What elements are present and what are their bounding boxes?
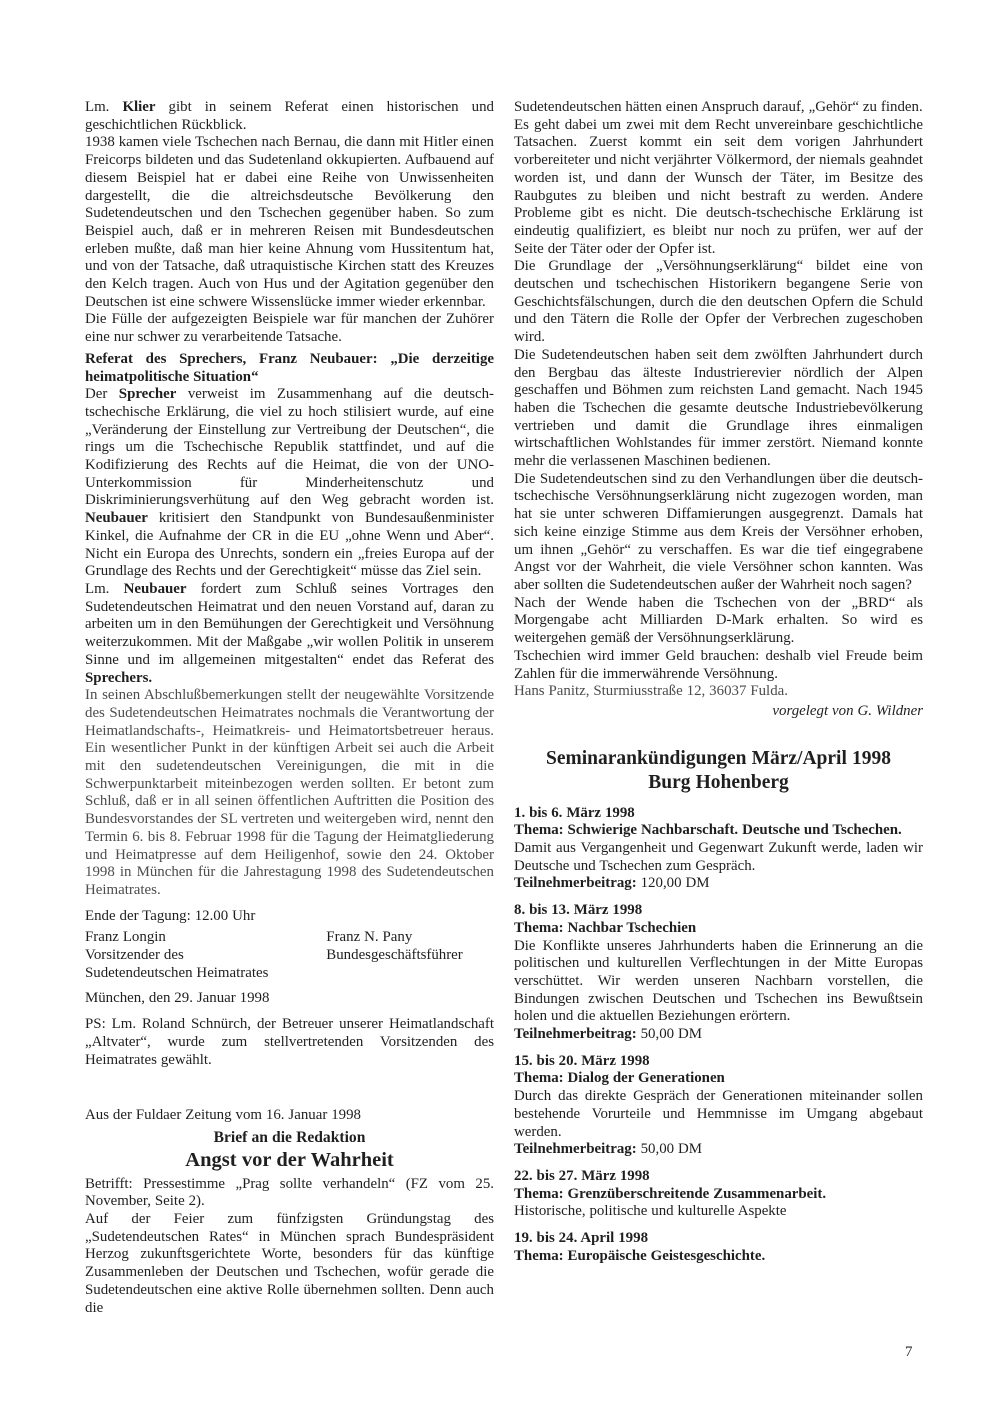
text-run: 50,00 DM xyxy=(636,1026,703,1043)
text-run: Lm. xyxy=(85,580,124,597)
text-run: Die Grundlage der „Versöhnungserklärung“ bildet eine von deutschen und tschechischen Historikern begangene Serie von Geschichtsfälschungen, durch die den deutschen Opfern die Schuld und den Tätern die Rolle der Opfer der Verbrechen zugeschoben wird. xyxy=(514,258,923,346)
text-run: Thema: Europäische Geistesgeschichte. xyxy=(514,1247,766,1264)
signature-block xyxy=(85,929,494,982)
right-column xyxy=(514,99,923,1265)
paragraph xyxy=(85,1107,494,1125)
text-run: 8. bis 13. März 1998 xyxy=(514,902,643,919)
text-run: Die Sudetendeutschen sind zu den Verhandlungen über die deutsch-tschechische Versöhnungserklärung nicht zugezogen worden, man hat sie unter schweren Diffamierungen ausgegrenzt. Damals hat sich keine einzige Stimme aus dem Kreis der Versöhner erhoben, um ihnen „Gehör“ zu verschaffen. Es war die tief eingegrabene Angst vor der Wahrheit, die viele Versöhner schon kannten. Was aber sollten die Sudetendeutschen außer der Wahrheit noch sagen? xyxy=(514,470,923,593)
paragraph xyxy=(514,595,923,648)
paragraph xyxy=(85,1016,494,1069)
text-run: 22. bis 27. März 1998 xyxy=(514,1167,650,1184)
text-run: Die Sudetendeutschen haben seit dem zwölften Jahrhundert durch den Bergbau das älteste Industrierevier nördlich der Alpen geschaffen und Böhmen zum reichsten Land gemacht. Nach 1945 haben die Tschechen die gesamte deutsche Industriebevölkerung vertrieben und damit die Grundlage ihres einmaligen wirtschaftlichen Wohlstandes für immer zerstört. Niemand konnte mehr die verlassenen Maschinen bedienen. xyxy=(514,346,923,470)
paragraph xyxy=(514,683,923,701)
text-run: Ende der Tagung: 12.00 Uhr xyxy=(85,907,256,924)
paragraph xyxy=(85,581,494,687)
section-heading xyxy=(514,805,923,823)
text-run: Thema: Nachbar Tschechien xyxy=(514,919,697,936)
text-run: Der xyxy=(85,386,119,403)
text-run: In seinen Abschlußbemerkungen stellt der neugewählte Vorsitzende des Sudetendeutschen Heimatrates nochmals die Verantwortung der Heimatlandschafts-, Heimatkreis- und Heimatortsbetreuer heraus. Ein wesentlicher Punkt in der künftigen Arbeit sei auch die Arbeit mit den sudetendeutschen Vereinigungen, die mit in die Schwerpunktarbeit miteinbezogen werden sollten. Er betont zum Schluß, daß er in all seinen öffentlichen Auftritten die Position des Bundesvorstandes der SL vertreten und weitergeben wird, nennt den Termin 6. bis 8. Februar 1998 für die Tagung der Heimatgliederung und Heimatpresse auf dem Heiligenhof, sowie den 24. Oktober 1998 in München für die Jahrestagung 1998 des Sudetendeutschen Heimatrates. xyxy=(85,687,494,898)
paragraph xyxy=(85,99,494,134)
seminar-title xyxy=(514,747,923,772)
paragraph xyxy=(514,471,923,595)
text-run: fordert zum Schluß seines Vortrages den Sudetendeutschen Heimatrat und den neuen Vorstand auf, daran zu arbeiten um in den Bemühungen der Gerechtigkeit und Versöhnung weiterzukommen. Mit der Maßgabe „wir wollen Politik in unserem Sinne und im allgemeinen mitgestalten“ endet das Referat des xyxy=(85,580,494,668)
bold-run: Teilnehmerbeitrag: xyxy=(514,1026,637,1043)
text-run: Historische, politische und kulturelle Aspekte xyxy=(514,1203,787,1220)
paragraph xyxy=(85,311,494,346)
left-column xyxy=(85,99,494,1317)
signature-line: Vorsitzender des xyxy=(85,947,184,964)
section-heading xyxy=(514,902,923,920)
text-run: Es geht dabei um zwei mit dem Recht unvereinbare geschichtliche Tatsachen. Zuerst kommt ein seit dem vorigen Jahrhundert vorbereiteter und nicht verjährter Völkermord, der niemals geahndet worden ist, und dann der Wunsch der Täter, im Besitze des Raubgutes zu bleiben und nicht bestraft zu werden. Andere Probleme gibt es nicht. Die deutsch-tschechische Erklärung ist eindeutig qualifiziert, es bleibt nur noch zu prüfen, wer auf der Seite der Täter oder der Opfer ist. xyxy=(514,116,923,257)
paragraph xyxy=(85,1211,494,1317)
text-run: 1938 kamen viele Tschechen nach Bernau, die dann mit Hitler einen Freicorps bildeten und das Sudetenland okkupierten. Aufbauend auf diesem Beispiel hat er dabei eine Reihe von Unwissenheiten dargestellt, die die altreichsdeutsche Bevölkerung den Sudetendeutschen und den Tschechen gegenüber haben. So zum Beispiel auch, daß er in mehreren Reisen mit Bundesdeutschen erleben mußte, daß man hier keine Ahnung vom Hussitentum hat, und von der Tatsache, daß utraquistische Kirchen statt des Kreuzes den Kelch tragen. Auch von Hus und der Agitation gegenüber den Deutschen ist eine schwere Wissenslücke immer wieder erkennbar. xyxy=(85,134,494,310)
paragraph xyxy=(85,1176,494,1211)
bold-run: Sprechers. xyxy=(85,669,153,686)
paragraph xyxy=(514,1026,923,1044)
text-run: Thema: Grenzüberschreitende Zusammenarbeit. xyxy=(514,1185,827,1202)
text-run: Die Konflikte unseres Jahrhunderts haben die Erinnerung an die politischen und kulturellen Verflechtungen in der Mitte Europas verschüttet. Wir werden unseren Nachbarn vorstellen, die Bindungen zwischen Deutschen und Tschechen ins Bewußtsein holen und die aktuellen Beziehungen erörtern. xyxy=(514,937,923,1025)
paragraph xyxy=(514,938,923,1027)
text-run: Brief an die Redaktion xyxy=(213,1128,366,1146)
paragraph xyxy=(514,1088,923,1141)
seminar-title xyxy=(514,771,923,796)
text-run: 1. bis 6. März 1998 xyxy=(514,804,635,821)
text-run: Die Fülle der aufgezeigten Beispiele war für manchen der Zuhörer eine nur schwer zu verarbeitende Tatsache. xyxy=(85,311,494,346)
text-run: Damit aus Vergangenheit und Gegenwart Zukunft werde, laden wir Deutsche und Tschechen zum Gespräch. xyxy=(514,840,923,874)
signature-line: Franz N. Pany xyxy=(326,929,413,946)
sig-right xyxy=(326,929,494,982)
text-run: Thema: Dialog der Generationen xyxy=(514,1070,725,1087)
text-run: Hans Panitz, Sturmiusstraße 12, 36037 Fulda. xyxy=(514,683,788,700)
paragraph xyxy=(514,1203,923,1221)
text-run: PS: Lm. Roland Schnürch, der Betreuer unserer Heimatlandschaft „Altvater“, wurde zum stellvertretenden Vorsitzenden des Heimatrates gewählt. xyxy=(85,1016,494,1068)
section-heading xyxy=(514,1053,923,1071)
bold-run: Neubauer xyxy=(85,510,148,527)
paragraph xyxy=(85,134,494,311)
paragraph xyxy=(514,117,923,259)
paragraph xyxy=(85,908,494,926)
section-heading xyxy=(85,351,494,386)
paragraph xyxy=(85,687,494,899)
signature-line: Bundesgeschäftsführer xyxy=(326,947,463,964)
text-run: Durch das direkte Gespräch der Generationen miteinander sollen bestehende Vorurteile und Hemmnisse im Umgang abgebaut werden. xyxy=(514,1088,923,1140)
paragraph xyxy=(85,386,494,581)
section-heading xyxy=(514,920,923,938)
text-run: Thema: Schwierige Nachbarschaft. Deutsche und Tschechen. xyxy=(514,822,902,839)
page-number: 7 xyxy=(905,1344,913,1360)
text-run: 19. bis 24. April 1998 xyxy=(514,1230,649,1247)
text-run: Seminarankündigungen März/April 1998 xyxy=(546,747,891,769)
text-run: Aus der Fuldaer Zeitung vom 16. Januar 1998 xyxy=(85,1107,361,1124)
paragraph xyxy=(514,840,923,875)
text-run: gibt in seinem Referat einen historischen und geschichtlichen Rückblick. xyxy=(85,99,494,133)
section-heading xyxy=(514,1168,923,1186)
section-heading xyxy=(514,1186,923,1204)
paragraph xyxy=(514,648,923,683)
text-run: Angst vor der Wahrheit xyxy=(185,1148,394,1171)
text-run: kritisiert den Standpunkt von Bundesaußenminister Kinkel, die Aufnahme der CR in die EU „ohne Wenn und Aber“. Nicht ein Europa des Unrechts, sondern ein „freies Europa auf der Grundlage des Rechts und der Gerechtigkeit“ müsse das Ziel sein. xyxy=(85,510,494,580)
signature-line: Franz Longin xyxy=(85,929,166,946)
text-run: verweist im Zusammenhang auf die deutsch-tschechische Erklärung, die viel zu hoch stilisiert wurde, auf eine „Veränderung der Einstellung zur Vertreibung der Deutschen“, die rings um die Tschechische Republik stattfindet, und auf die Kodifizierung des Rechts auf die Heimat, die von der UNO-Unterkommission für Minderheitenschutz und Diskriminierungsverhütung auf den Weg gebracht worden ist. xyxy=(85,386,494,509)
bold-run: Klier xyxy=(122,99,156,115)
paragraph xyxy=(514,258,923,347)
signature-line: Sudetendeutschen Heimatrates xyxy=(85,964,269,981)
text-run: Betrifft: Pressestimme „Prag sollte verhandeln“ (FZ vom 25. November, Seite 2). xyxy=(85,1175,494,1210)
paragraph xyxy=(514,99,923,117)
text-run: Auf der Feier zum fünfzigsten Gründungstag des „Sudetendeutschen Rates“ in München sprach Bundespräsident Herzog zukunftsgerichtete Worte, besonders für das künftige Zusammenleben der Deutschen und Tschechen, wofür gerade die Sudetendeutschen eine aktive Rolle übernehmen sollten. Denn auch die xyxy=(85,1211,494,1316)
text-run: vorgelegt von G. Wildner xyxy=(772,702,923,719)
letter-title xyxy=(85,1148,494,1173)
text-run: Sudetendeutschen hätten einen Anspruch darauf, „Gehör“ zu finden. xyxy=(514,99,923,115)
text-run: Nach der Wende haben die Tschechen von der „BRD“ als Morgengabe acht Milliarden D-Mark erhalten. So wird es weitergehen gemäß der Versöhnungserklärung. xyxy=(514,594,923,647)
text-run: 50,00 DM xyxy=(636,1141,703,1158)
byline xyxy=(514,703,923,721)
paragraph xyxy=(514,1141,923,1159)
paragraph xyxy=(514,875,923,893)
text-run: Referat des Sprechers, Franz Neubauer: „Die derzeitige heimatpolitische Situation“ xyxy=(85,350,494,385)
text-run: Burg Hohenberg xyxy=(648,772,789,794)
section-heading xyxy=(514,1230,923,1248)
text-run: 120,00 DM xyxy=(636,875,710,892)
text-run: München, den 29. Januar 1998 xyxy=(85,990,270,1007)
paragraph xyxy=(514,347,923,471)
section-heading xyxy=(514,1070,923,1088)
bold-run: Sprecher xyxy=(118,386,177,403)
text-run: Lm. xyxy=(85,99,123,115)
bold-run: Neubauer xyxy=(123,580,187,597)
paragraph xyxy=(85,990,494,1008)
section-heading xyxy=(514,822,923,840)
text-run: Tschechien wird immer Geld brauchen: deshalb viel Freude beim Zahlen für die immerwährende Versöhnung. xyxy=(514,647,923,682)
bold-run: Teilnehmerbeitrag: xyxy=(514,875,637,892)
text-run: 15. bis 20. März 1998 xyxy=(514,1052,650,1069)
section-heading xyxy=(514,1248,923,1266)
center-heading xyxy=(85,1129,494,1147)
bold-run: Teilnehmerbeitrag: xyxy=(514,1141,637,1158)
sig-left xyxy=(85,929,326,982)
